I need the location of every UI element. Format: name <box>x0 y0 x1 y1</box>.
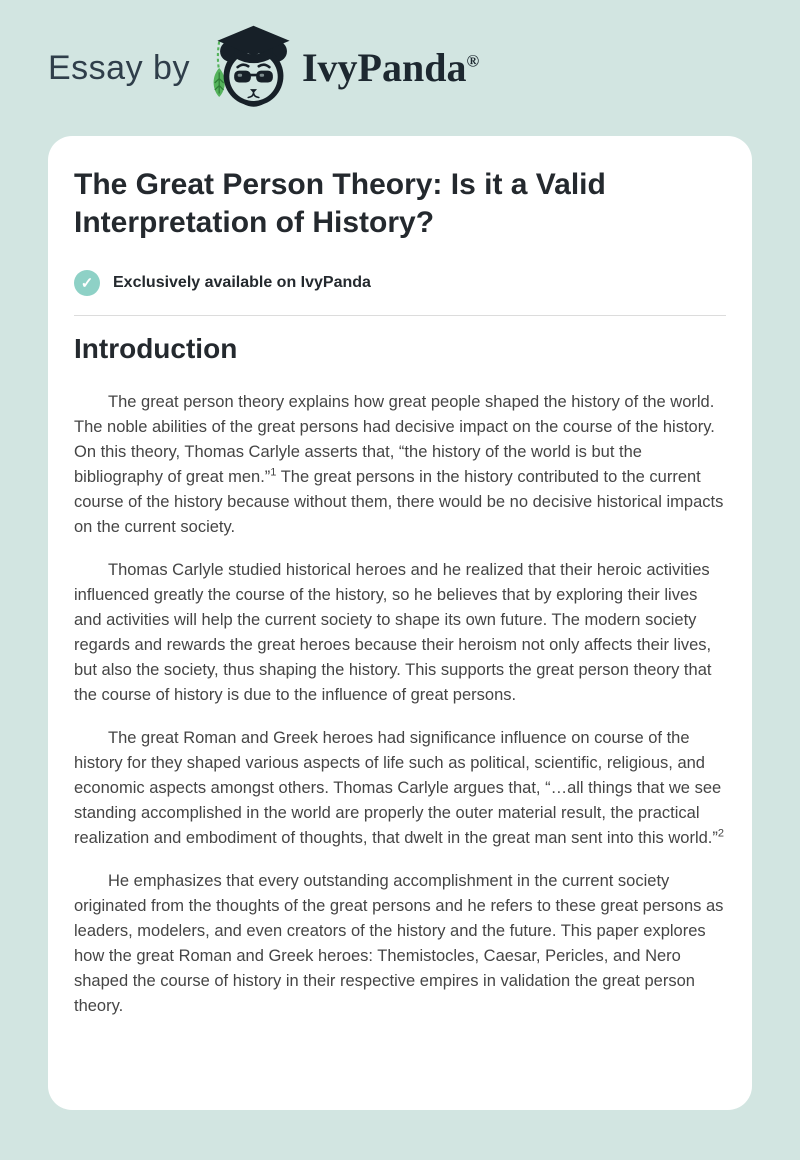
ivypanda-brand-link[interactable] <box>206 22 479 114</box>
divider <box>74 315 726 316</box>
paragraph-1 <box>74 390 726 540</box>
essay-by-label: Essay by <box>48 48 190 87</box>
essay-title: The Great Person Theory: Is it a Valid Interpretation of History? <box>74 168 606 239</box>
check-glyph: ✓ <box>80 275 94 292</box>
paragraph-4-text: He emphasizes that every outstanding accomplishment in the current society originated from the thoughts of the great persons and he refers to these great persons as leaders, modelers, and even creators of the history and the future. This paper explores how the great Roman and Greek heroes: Themistocles, Caesar, Pericles, and Nero shaped the course of history in their respective empires in validation the great person theory. <box>74 872 724 1015</box>
section-heading-introduction: Introduction <box>74 333 238 364</box>
paragraph-1-text-cont: The great persons in the history contributed to the current course of the history because without them, there would be no decisive historical impacts on the current society. <box>74 468 724 536</box>
brand-text: IvyPanda <box>301 45 467 90</box>
paragraph-2 <box>74 558 726 708</box>
registered-mark: ® <box>466 51 480 71</box>
paragraph-3 <box>74 726 726 851</box>
paragraph-4 <box>74 869 726 1019</box>
check-icon <box>74 270 100 296</box>
footnote-ref-2: 2 <box>717 827 724 840</box>
badge-label: Exclusively available on IvyPanda <box>113 274 371 291</box>
paragraph-3-text: The great Roman and Greek heroes had significance influence on course of the history for they shaped various aspects of life such as political, scientific, religious, and economic aspects amongst others. Thomas Carlyle argues that, “…all things that we see standing accomplished in the world are properly the outer material result, the practical realization and embodiment of thoughts, that dwelt in the great man sent into this world.” <box>74 729 722 847</box>
essay-card <box>48 136 752 1110</box>
exclusive-badge <box>74 270 726 296</box>
footnote-ref-1: 1 <box>270 466 277 479</box>
brand-name <box>301 45 480 90</box>
ivypanda-logo-icon <box>206 22 294 114</box>
paragraph-1-text: The great person theory explains how great people shaped the history of the world. The noble abilities of the great persons had decisive impact on the course of the history. On this theory, Thomas Carlyle asserts that, “the history of the world is but the bibliography of great men.” <box>74 393 715 486</box>
header <box>0 0 800 136</box>
paragraph-2-text: Thomas Carlyle studied historical heroes and he realized that their heroic activities influenced greatly the course of the history, so he believes that by exploring their lives and activities will help the current society to shape its own future. The modern society regards and rewards the great heroes because their heroism not only affects their lives, but also the society, thus shaping the history. This supports the great person theory that the course of history is due to the influence of great persons. <box>74 561 712 704</box>
